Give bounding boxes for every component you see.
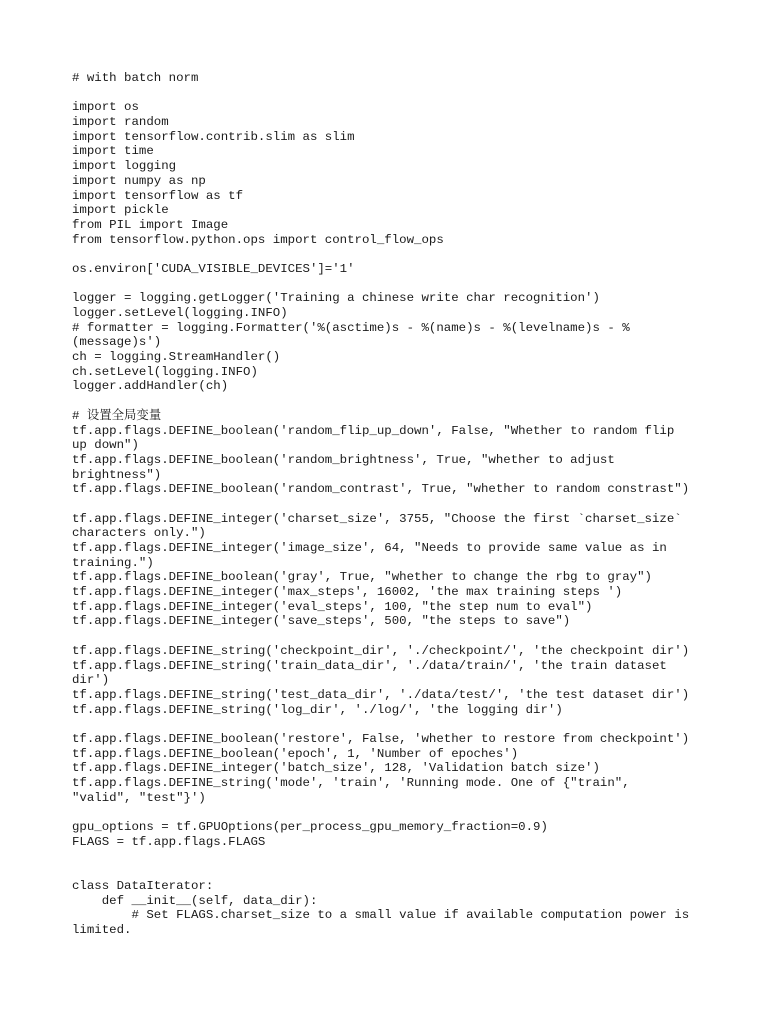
code-line: up down") (72, 438, 139, 453)
code-line: from PIL import Image (72, 217, 229, 232)
code-line: FLAGS = tf.app.flags.FLAGS (72, 834, 266, 849)
code-line: tf.app.flags.DEFINE_boolean('epoch', 1, 'Number of epoches') (72, 746, 519, 761)
code-line: # with batch norm (72, 71, 199, 85)
code-line: "valid", "test"}') (72, 790, 206, 805)
code-line: dir') (72, 673, 110, 688)
code-line (72, 805, 712, 820)
code-line: import random (72, 115, 169, 130)
code-line: gpu_options = tf.GPUOptions(per_process_gpu_memory_fraction=0.9) (72, 820, 548, 835)
code-line: tf.app.flags.DEFINE_string('mode', 'train', 'Running mode. One of {"train", (72, 776, 630, 790)
code-line: def __init__(self, data_dir): (72, 893, 318, 908)
code-line: tf.app.flags.DEFINE_integer('batch_size', 128, 'Validation batch size') (72, 761, 600, 776)
code-line: tf.app.flags.DEFINE_integer('charset_size', 3755, "Choose the first `charset_size` (72, 511, 682, 526)
code-line (72, 277, 712, 292)
code-line: tf.app.flags.DEFINE_boolean('random_contrast', True, "whether to random constrast") (72, 482, 690, 497)
code-line (72, 717, 712, 732)
code-line: ch.setLevel(logging.INFO) (72, 364, 258, 379)
code-line: tf.app.flags.DEFINE_string('train_data_dir', './data/train/', 'the train dataset (72, 658, 667, 673)
code-line: tf.app.flags.DEFINE_string('checkpoint_dir', './checkpoint/', 'the checkpoint dir') (72, 643, 690, 658)
code-line: import logging (72, 159, 177, 174)
code-line: import tensorflow.contrib.slim as slim (72, 129, 355, 144)
code-line: os.environ['CUDA_VISIBLE_DEVICES']='1' (72, 261, 355, 276)
code-line: tf.app.flags.DEFINE_string('log_dir', './log/', 'the logging dir') (72, 702, 563, 717)
code-line: tf.app.flags.DEFINE_boolean('random_flip_up_down', False, "Whether to random flip (72, 423, 675, 438)
code-line: from tensorflow.python.ops import control_flow_ops (72, 232, 444, 247)
code-line: tf.app.flags.DEFINE_integer('image_size', 64, "Needs to provide same value as in (72, 541, 667, 555)
code-line: ch = logging.StreamHandler() (72, 350, 281, 365)
code-line: (message)s') (72, 335, 162, 350)
code-line: tf.app.flags.DEFINE_boolean('gray', True, "whether to change the rbg to gray") (72, 570, 652, 585)
code-line: import numpy as np (72, 173, 206, 188)
code-line: import pickle (72, 203, 169, 218)
code-line: # 设置全局变量 (72, 408, 162, 423)
code-line (72, 394, 712, 409)
code-line: characters only.") (72, 526, 206, 541)
code-line (72, 629, 712, 644)
code-line: logger.addHandler(ch) (72, 379, 229, 394)
code-line: training.") (72, 555, 154, 570)
code-line: tf.app.flags.DEFINE_boolean('restore', False, 'whether to restore from checkpoint') (72, 731, 690, 746)
code-line: logger = logging.getLogger('Training a chinese write char recognition') (72, 291, 600, 306)
code-line: import tensorflow as tf (72, 188, 244, 203)
code-line (72, 849, 712, 864)
code-line (72, 864, 712, 879)
code-line: # formatter = logging.Formatter('%(asctime)s - %(name)s - %(levelname)s - % (72, 320, 630, 335)
code-line: tf.app.flags.DEFINE_integer('max_steps', 16002, 'the max training steps ') (72, 585, 623, 600)
code-line (72, 497, 712, 512)
code-line: class DataIterator: (72, 878, 214, 893)
code-line (72, 86, 712, 101)
code-line: # Set FLAGS.charset_size to a small value if available computation power is (72, 908, 690, 923)
code-line: limited. (72, 922, 132, 937)
code-line: logger.setLevel(logging.INFO) (72, 306, 288, 320)
code-line (72, 247, 712, 262)
code-document (72, 71, 712, 938)
code-line: tf.app.flags.DEFINE_integer('save_steps', 500, "the steps to save") (72, 614, 571, 629)
code-line: tf.app.flags.DEFINE_integer('eval_steps', 100, "the step num to eval") (72, 599, 593, 614)
code-line: tf.app.flags.DEFINE_string('test_data_dir', './data/test/', 'the test dataset dir') (72, 687, 690, 702)
code-line: brightness") (72, 467, 162, 482)
code-line: import time (72, 144, 154, 159)
code-line: import os (72, 100, 139, 115)
code-line: tf.app.flags.DEFINE_boolean('random_brightness', True, "whether to adjust (72, 452, 615, 467)
